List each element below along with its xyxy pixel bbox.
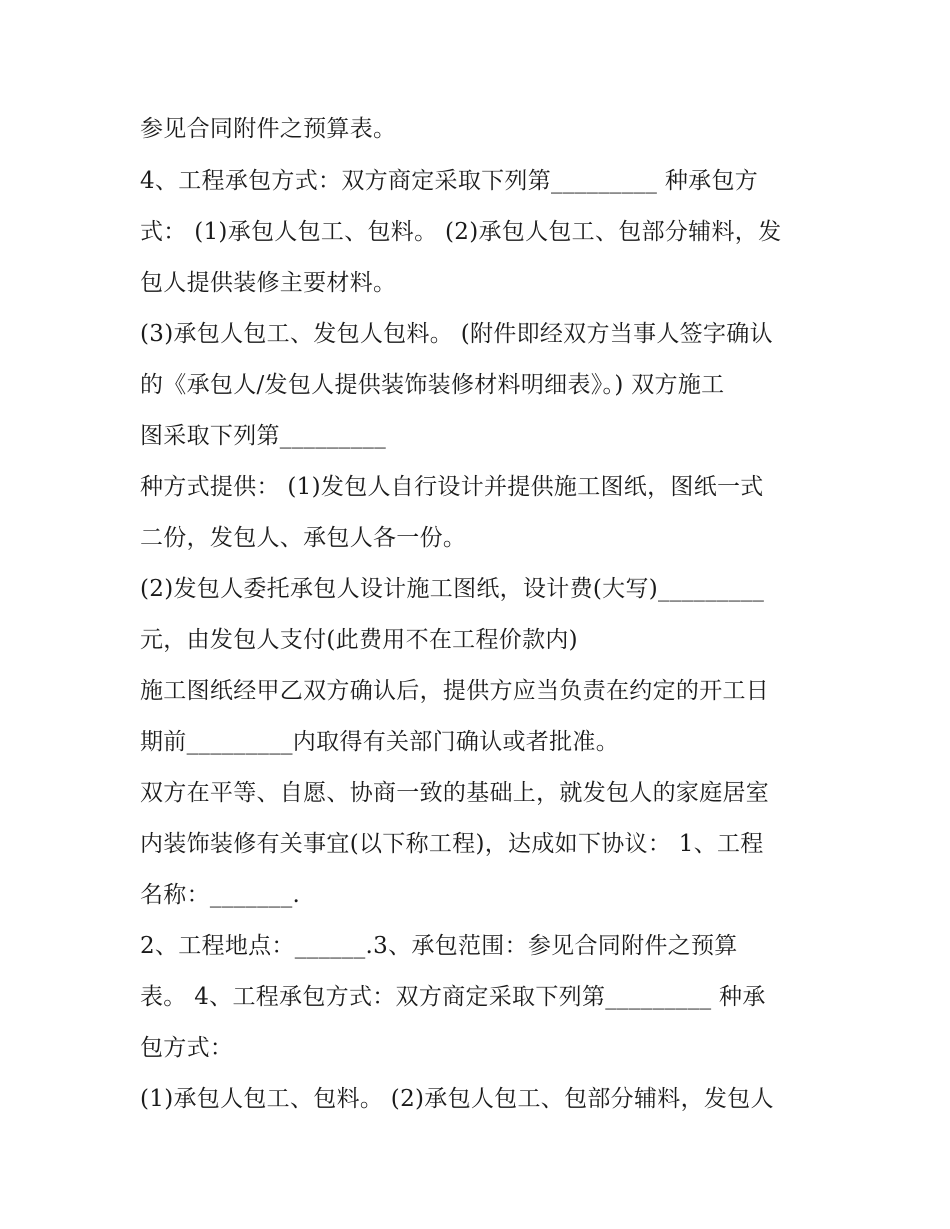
text-line: 的《承包人/发包人提供装饰装修材料明细表》。) 双方施工	[140, 372, 725, 398]
text-line: 元，由发包人支付(此费用不在工程价款内)	[140, 627, 578, 653]
text-line: 图采取下列第_________	[140, 423, 386, 449]
text-line: 式： (1)承包人包工、包料。 (2)承包人包工、包部分辅料，发	[140, 219, 782, 245]
text-line: 4、工程承包方式：双方商定采取下列第_________ 种承包方	[140, 168, 759, 194]
text-line: 内装饰装修有关事宜(以下称工程)，达成如下协议： 1、工程	[140, 831, 764, 857]
text-line: 参见合同附件之预算表。	[140, 116, 397, 142]
text-line: 期前_________内取得有关部门确认或者批准。	[140, 729, 619, 755]
text-line: 包人提供装修主要材料。	[140, 270, 397, 296]
text-line: (3)承包人包工、发包人包料。 (附件即经双方当事人签字确认	[140, 321, 773, 347]
text-line: 种方式提供： (1)发包人自行设计并提供施工图纸，图纸一式	[140, 474, 764, 500]
text-line: 包方式：	[140, 1035, 234, 1061]
text-line: 双方在平等、自愿、协商一致的基础上，就发包人的家庭居室	[140, 780, 770, 806]
text-line: (1)承包人包工、包料。 (2)承包人包工、包部分辅料，发包人	[140, 1086, 774, 1112]
text-line: 施工图纸经甲乙双方确认后，提供方应当负责在约定的开工日	[140, 678, 770, 704]
text-line: 名称：_______.	[140, 882, 301, 908]
text-line: 二份，发包人、承包人各一份。	[140, 525, 467, 551]
text-line: 2、工程地点：______.3、承包范围：参见合同附件之预算	[140, 933, 738, 959]
text-line: 表。 4、工程承包方式：双方商定采取下列第_________ 种承	[140, 984, 766, 1010]
text-line: (2)发包人委托承包人设计施工图纸，设计费(大写)_________	[140, 576, 765, 602]
